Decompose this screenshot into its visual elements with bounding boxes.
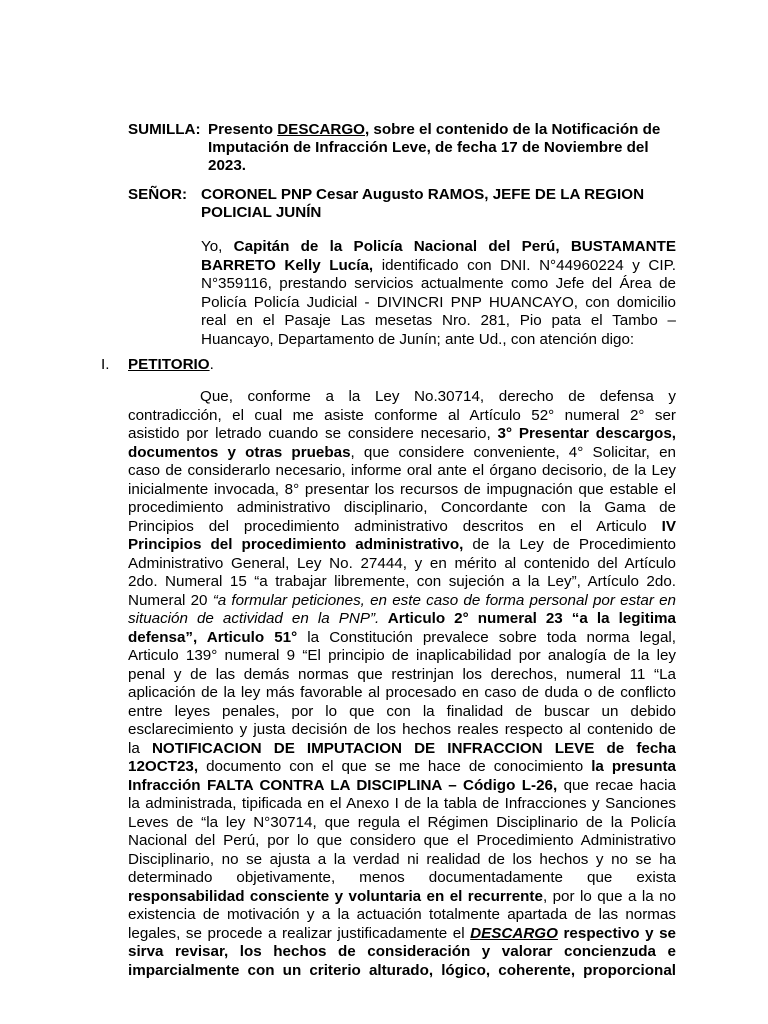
body-line: Nacional del Perú, por lo que considero que el Procedimiento Administrativo (128, 832, 676, 849)
identification-paragraph (201, 238, 676, 349)
body-line: caso de considerarlo necesario, informe oral ante el órgano decisorio, de la Ley (128, 462, 676, 479)
body-bold-text: responsabilidad consciente y voluntaria en el recurrente (128, 887, 543, 905)
body-line: entre leyes penales, por lo que con la finalidad de buscar un debido (128, 702, 676, 720)
section-title: PETITORIO (128, 356, 210, 373)
body-text: asistido por letrado cuando se considere necesario, (128, 425, 498, 442)
descargo-emphasis: DESCARGO (470, 924, 558, 942)
section-number: I. (101, 356, 110, 373)
sumilla-text-post: , sobre el contenido de la Notificación de (364, 121, 661, 138)
body-text: Principios del procedimiento administrativo descritos en el Articulo (128, 517, 662, 535)
yo-line2-b: identificado con DNI. N°44960224 y CIP. (373, 256, 676, 274)
sumilla-label: SUMILLA: (128, 121, 201, 138)
sumilla-text (208, 121, 676, 139)
body-bold-text: 12OCT23, (128, 758, 199, 775)
body-line (128, 592, 676, 611)
addressee-line2: POLICIAL JUNÍN (201, 204, 322, 221)
body-text: , por lo que a la no (542, 887, 677, 905)
body-bold-text: IV (661, 517, 676, 535)
body-line: Que, conforme a la Ley No.30714, derecho de defensa y (200, 388, 676, 405)
body-line (128, 629, 676, 648)
body-line (128, 518, 676, 537)
body-bold-text: documentos y otras pruebas (128, 443, 351, 461)
yo-line6: Huancayo, Departamento de Junín; ante Ud., con atención digo: (201, 330, 635, 348)
body-line: aplicación de la ley más favorable al procesado en caso de duda o de conflicto (128, 684, 676, 701)
body-italic-text: situación de actividad en la PNP”. (128, 610, 380, 627)
body-line: procedimiento administrativo disciplinario, Concordante con la Gama de (128, 499, 676, 516)
body-bold-text: Infracción FALTA CONTRA LA DISCIPLINA – Código L-26, (128, 776, 558, 794)
body-line (128, 444, 676, 463)
sumilla-line2: Imputación de Infracción Leve, de fecha 17 de Noviembre del (208, 139, 649, 156)
body-line (128, 925, 676, 944)
body-italic-text: “a formular peticiones, en este caso de forma personal por estar en (212, 591, 676, 609)
body-text: la (128, 739, 152, 757)
body-bold-text: sirva revisar, los hechos de consideración y valorar concienzuda e (128, 943, 676, 960)
body-line (128, 758, 676, 777)
addressee-line1: CORONEL PNP Cesar Augusto RAMOS, JEFE DE LA REGION (201, 186, 645, 203)
body-line: existencia de motivación y a la actuación totalmente apartada de las normas (128, 906, 676, 923)
sumilla-line3: 2023. (208, 157, 247, 174)
yo-line2 (201, 257, 676, 276)
body-line (128, 425, 676, 444)
body-line: inicialmente invocada, 8° presentar los recursos de impugnación que estable el (128, 480, 676, 498)
sumilla-text-pre: Presento (208, 121, 278, 138)
body-text: Numeral 20 (128, 591, 213, 609)
yo-line1 (201, 238, 676, 257)
body-line (128, 610, 676, 629)
body-line: penal y de las demás normas que restrinjan los derechos, numeral 11 “La (128, 665, 676, 683)
body-line (128, 740, 676, 759)
body-line: Articulo 139° numeral 9 “El principio de inaplicabilidad por analogía de la ley (128, 647, 676, 664)
yo-line3: N°359116, prestando servicios actualmente como Jefe del Área de (201, 275, 676, 292)
body-bold-text: Principios del procedimiento administrativo, (128, 536, 464, 553)
body-text: , que considere conveniente, 4° Solicitar, en (350, 443, 676, 461)
body-line (128, 888, 676, 907)
body-line: esclarecimiento y justa decisión de los hechos reales respecto al contenido de (128, 721, 676, 738)
body-line (128, 962, 676, 981)
yo-line2-a: BARRETO Kelly Lucía, (201, 256, 374, 274)
body-bold-text: imparcialmente con un criterio alturado, lógico, coherente, proporcional (128, 961, 676, 979)
body-line (128, 536, 676, 555)
body-line (128, 777, 676, 796)
body-text: la Constitución prevalece sobre toda norma legal, (297, 628, 676, 646)
addressee-block (128, 186, 676, 222)
body-line: 2do. Numeral 15 “a trabajar libremente, con sujeción a la Ley”, Artículo 2do. (128, 573, 676, 590)
yo-line1-a: Yo, (201, 238, 234, 255)
addressee-name (201, 186, 676, 222)
body-line: Disciplinario, no se ajusta a la verdad ni realidad de los hechos y no se ha (128, 850, 676, 868)
body-line: determinado objetivamente, menos documentadamente que exista (128, 869, 676, 886)
senor-label: SEÑOR: (128, 186, 188, 203)
body-bold-text: Articulo 2° numeral 23 “a la legitima (379, 610, 676, 627)
yo-line4: Policía Policía Judicial - DIVINCRI PNP HUANCAYO, con domicilio (201, 293, 676, 311)
body-line: contradicción, el cual me asiste conforme al Artículo 52° numeral 2° ser (128, 406, 676, 424)
section-heading (101, 356, 214, 374)
petitorio-paragraph (128, 388, 676, 980)
yo-line5: real en el Pasaje Las mesetas Nro. 281, Pio pata el Tambo – (201, 312, 676, 329)
body-line: la administrada, tipificada en el Anexo I de la tabla de Infracciones y Sanciones (128, 795, 676, 812)
body-bold-text: 3° Presentar descargos, (497, 425, 676, 442)
body-text: de la Ley de Procedimiento (463, 536, 676, 553)
body-line: Administrativo General, Ley No. 27444, y en mérito al contenido del Artículo (128, 554, 676, 572)
body-bold-text: respectivo y se (557, 924, 676, 942)
body-text: documento con el que se me hace de conocimiento (198, 758, 592, 775)
body-line (128, 943, 676, 962)
section-title-dot: . (209, 356, 214, 373)
body-text: legales, se procede a realizar justificadamente el (128, 924, 471, 942)
body-bold-text: la presunta (591, 758, 676, 775)
yo-line1-b: Capitán de la Policía Nacional del Perú, BUSTAMANTE (233, 238, 676, 255)
descargo-underlined: DESCARGO (277, 121, 365, 138)
body-line: Leves de “la ley N°30714, que regula el Régimen Disciplinario de la Policía (128, 813, 676, 831)
body-bold-text: NOTIFICACION DE IMPUTACION DE INFRACCION LEVE de fecha (151, 739, 676, 757)
sumilla-block (128, 121, 676, 175)
body-bold-text: defensa”, Articulo 51° (128, 628, 298, 646)
body-text: que recae hacia (557, 776, 676, 794)
